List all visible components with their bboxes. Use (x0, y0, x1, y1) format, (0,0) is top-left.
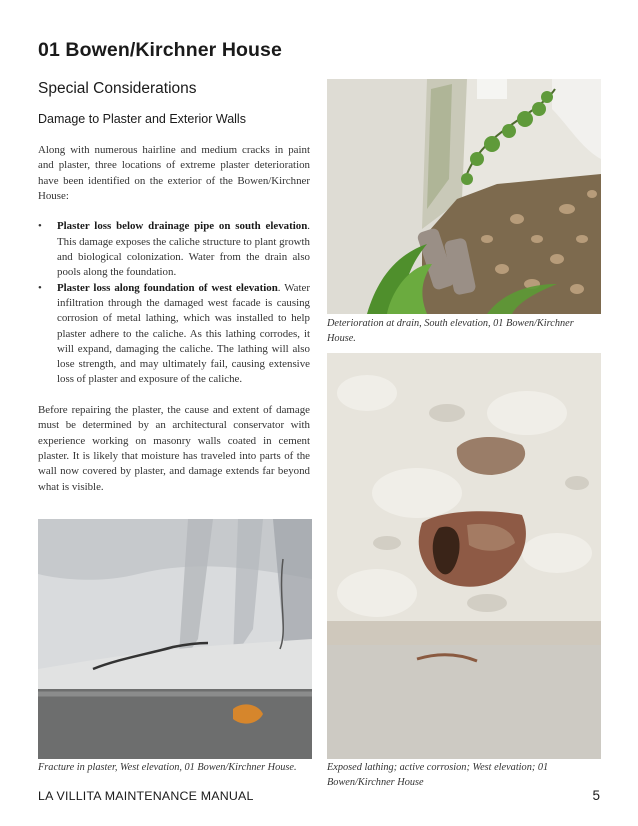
fracture-photo (38, 519, 312, 759)
damage-list (38, 219, 310, 387)
intro-paragraph: Along with numerous hairline and medium cracks in paint and plaster, three locations of extreme plaster deterioration have been identified on the exterior of the Bowen/Kirchner House: (38, 144, 310, 202)
section-subheading: Damage to Plaster and Exterior Walls (38, 112, 246, 126)
page-title: 01 Bowen/Kirchner House (38, 39, 282, 61)
list-item (38, 281, 310, 388)
lathing-photo (327, 353, 601, 759)
list-item (38, 219, 310, 280)
list-item-heading: Plaster loss below drainage pipe on south elevation (57, 220, 308, 233)
list-item-text: . This damage exposes the caliche structure to plant growth and biological colonization. Water from the drain also pools along the foundation. (57, 220, 310, 279)
manual-title: LA VILLITA MAINTENANCE MANUAL (38, 789, 254, 803)
bullet-marker: • (38, 281, 42, 294)
body-text (38, 143, 310, 510)
page-number: 5 (592, 788, 600, 803)
fracture-photo-caption: Fracture in plaster, West elevation, 01 Bowen/Kirchner House. (38, 762, 297, 773)
list-item-text: . Water infiltration through the damaged west facade is causing corrosion of metal lathing, which was installed to help plaster adhere to the caliche. As this lathing corrodes, it will expand, damaging the caliche. The lathing will also lose strength, and may ultimately fail, causing extensive loss of plaster and exposure of the caliche. (57, 281, 310, 386)
lathing-photo-caption: Exposed lathing; active corrosion; West elevation; 01 Bowen/Kirchner House (327, 762, 549, 788)
closing-paragraph: Before repairing the plaster, the cause and extent of damage must be determined by an architectural conservator with experience working on masonry walls coated in cement plaster. It is likely that moisture has traveled into parts of the wall now covered by plaster, and damage extends far beyond what is visible. (38, 404, 310, 493)
drain-photo-caption: Deterioration at drain, South elevation, 01 Bowen/Kirchner House. (327, 318, 574, 344)
drain-photo (327, 79, 601, 314)
list-item-heading: Plaster loss along foundation of west elevation (57, 281, 278, 294)
section-heading: Special Considerations (38, 80, 197, 97)
bullet-marker: • (38, 220, 42, 233)
